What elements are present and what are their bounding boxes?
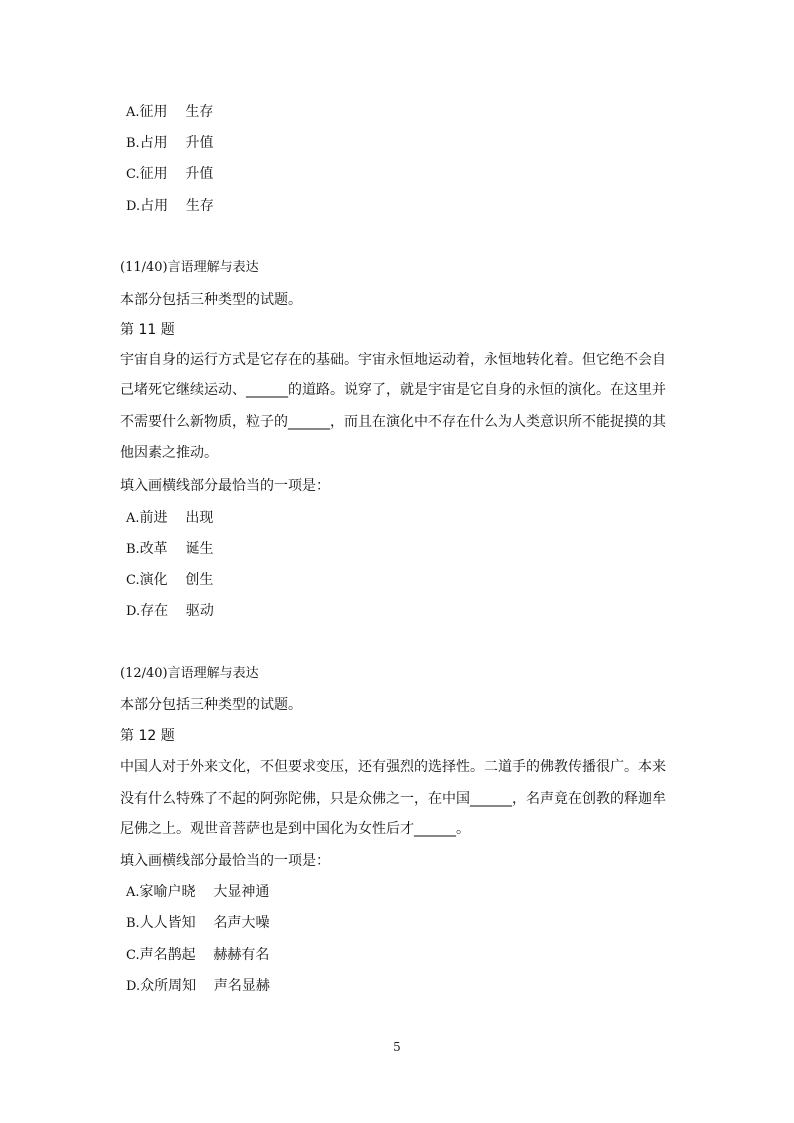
question-11-stem-line: 他因素之推动。: [120, 445, 218, 461]
question-11-number: 第 11 题: [120, 322, 175, 338]
question-12-intro: 本部分包括三种类型的试题。: [120, 697, 302, 713]
option-a: A.家喻户晓 大显神通: [126, 884, 270, 900]
question-11-stem-line: 己堵死它继续运动、______的道路。说穿了，就是宇宙是它自身的永恒的演化。在这里并: [120, 382, 666, 398]
question-11-stem-line: 不需要什么新物质，粒子的______，而且在演化中不存在什么为人类意识所不能捉摸的其: [120, 414, 666, 430]
option-d: D.存在 驱动: [126, 603, 214, 619]
option-b: B.占用 升值: [126, 135, 214, 151]
question-12-header: (12/40)言语理解与表达: [120, 666, 259, 681]
question-12-stem-line: 没有什么特殊了不起的阿弥陀佛，只是众佛之一，在中国______，名声竟在创教的释迦牟: [120, 791, 666, 807]
page-number: 5: [393, 1040, 401, 1054]
option-c: C.演化 创生: [126, 572, 214, 588]
option-a: A.前进 出现: [126, 510, 214, 526]
question-11-stem-line: 宇宙自身的运行方式是它存在的基础。宇宙永恒地运动着，永恒地转化着。但它绝不会自: [120, 352, 666, 368]
question-11-intro: 本部分包括三种类型的试题。: [120, 292, 302, 308]
question-12-prompt: 填入画横线部分最恰当的一项是：: [120, 853, 330, 869]
question-12-number: 第 12 题: [120, 728, 175, 744]
option-b: B.改革 诞生: [126, 541, 214, 557]
option-d: D.众所周知 声名显赫: [126, 978, 270, 994]
option-d: D.占用 生存: [126, 198, 214, 214]
option-c: C.征用 升值: [126, 166, 214, 182]
question-11-header: (11/40)言语理解与表达: [120, 260, 259, 275]
option-a: A.征用 生存: [126, 104, 214, 120]
option-b: B.人人皆知 名声大噪: [126, 915, 270, 931]
option-c: C.声名鹊起 赫赫有名: [126, 947, 270, 963]
question-12-stem-line: 中国人对于外来文化，不但要求变压，还有强烈的选择性。二道手的佛教传播很广。本来: [120, 759, 666, 775]
question-11-prompt: 填入画横线部分最恰当的一项是：: [120, 478, 330, 494]
question-12-stem-line: 尼佛之上。观世音菩萨也是到中国化为女性后才______。: [120, 821, 470, 837]
